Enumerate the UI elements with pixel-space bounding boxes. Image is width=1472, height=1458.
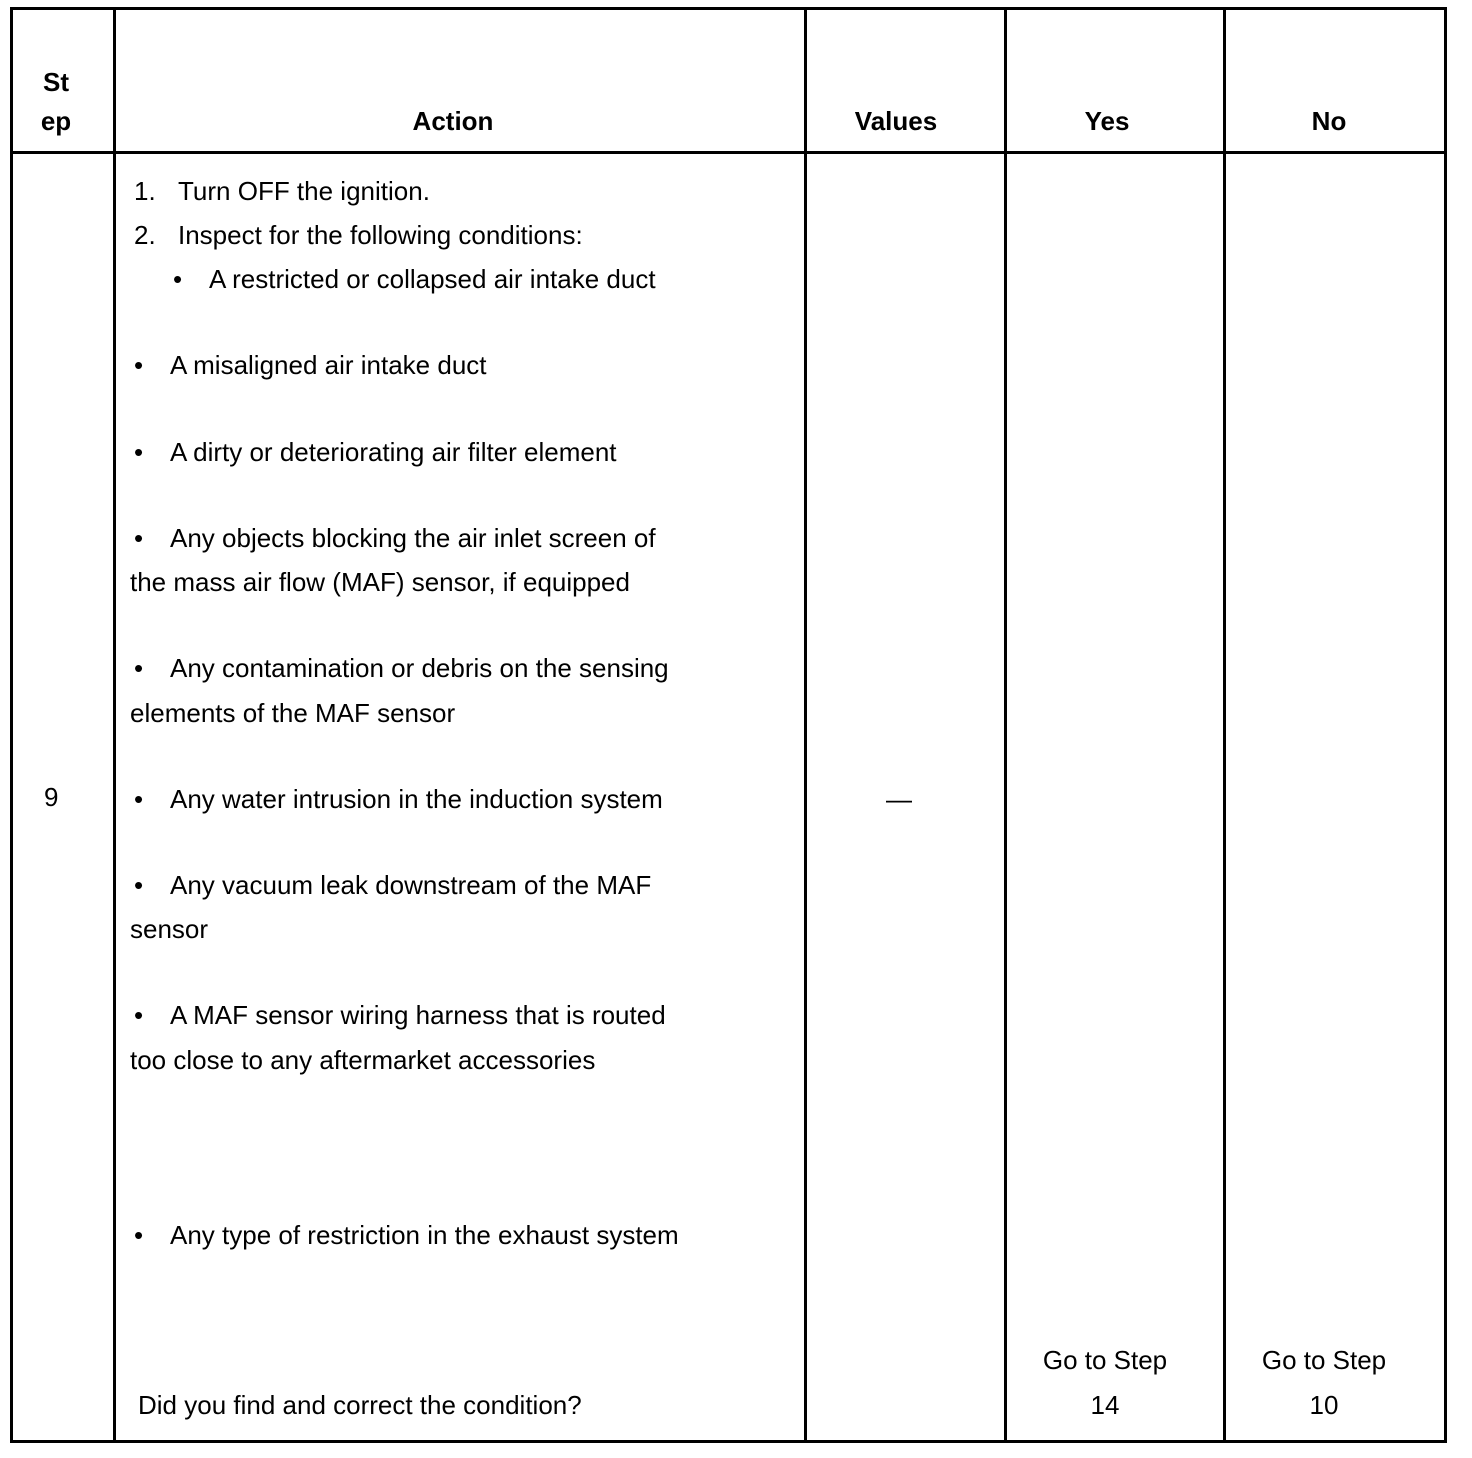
yes-goto-line1: Go to Step (1042, 1345, 1168, 1375)
bullet-marker: • (134, 437, 144, 467)
bullet-text: A dirty or deteriorating air filter element (170, 437, 617, 467)
header-values: Values (854, 106, 938, 136)
header-action: Action (412, 106, 494, 136)
bullet-text-continuation: the mass air flow (MAF) sensor, if equipped (130, 567, 630, 597)
bullet-text: A MAF sensor wiring harness that is routed (170, 1000, 666, 1030)
bullet-text: Any vacuum leak downstream of the MAF (170, 870, 652, 900)
header-no: No (1311, 106, 1347, 136)
bullet-marker: • (134, 870, 144, 900)
bullet-text-continuation: elements of the MAF sensor (130, 698, 456, 728)
bullet-text-continuation: sensor (130, 914, 209, 944)
header-step-line1: St (43, 67, 69, 97)
column-divider-yes (1223, 7, 1226, 1443)
bullet-marker: • (134, 350, 144, 380)
column-divider-step (113, 7, 116, 1443)
numbered-item-2-number: 2. (134, 220, 156, 250)
no-goto-line1: Go to Step (1261, 1345, 1387, 1375)
column-divider-values (1004, 7, 1007, 1443)
step-number: 9 (44, 782, 59, 812)
header-yes: Yes (1084, 106, 1130, 136)
bullet-text: Any contamination or debris on the sensing (170, 653, 669, 683)
bullet-text: Any water intrusion in the induction system (170, 784, 663, 814)
bullet-marker: • (134, 653, 144, 683)
numbered-item-1-number: 1. (134, 176, 156, 206)
bullet-marker: • (134, 1220, 144, 1250)
table-border-left (10, 7, 13, 1443)
no-goto-line2: 10 (1309, 1390, 1339, 1420)
header-step-line2: ep (40, 106, 72, 136)
table-border-right (1444, 7, 1447, 1443)
header-divider (10, 151, 1447, 154)
table-border-bottom (10, 1440, 1447, 1443)
bullet-text: Any type of restriction in the exhaust system (170, 1220, 679, 1250)
sub-bullet-text: A restricted or collapsed air intake duct (209, 264, 656, 294)
sub-bullet-marker: • (173, 264, 183, 294)
bullet-text: Any objects blocking the air inlet screen of (170, 523, 656, 553)
bullet-marker: • (134, 784, 144, 814)
bullet-marker: • (134, 523, 144, 553)
bullet-text: A misaligned air intake duct (170, 350, 487, 380)
table-border-top (10, 7, 1447, 10)
values-cell: — (886, 784, 912, 814)
column-divider-action (804, 7, 807, 1443)
bullet-text-continuation: too close to any aftermarket accessories (130, 1045, 596, 1075)
bullet-marker: • (134, 1000, 144, 1030)
numbered-item-1-text: Turn OFF the ignition. (178, 176, 430, 206)
question-text: Did you find and correct the condition? (138, 1390, 582, 1420)
numbered-item-2-text: Inspect for the following conditions: (178, 220, 583, 250)
yes-goto-line2: 14 (1090, 1390, 1120, 1420)
